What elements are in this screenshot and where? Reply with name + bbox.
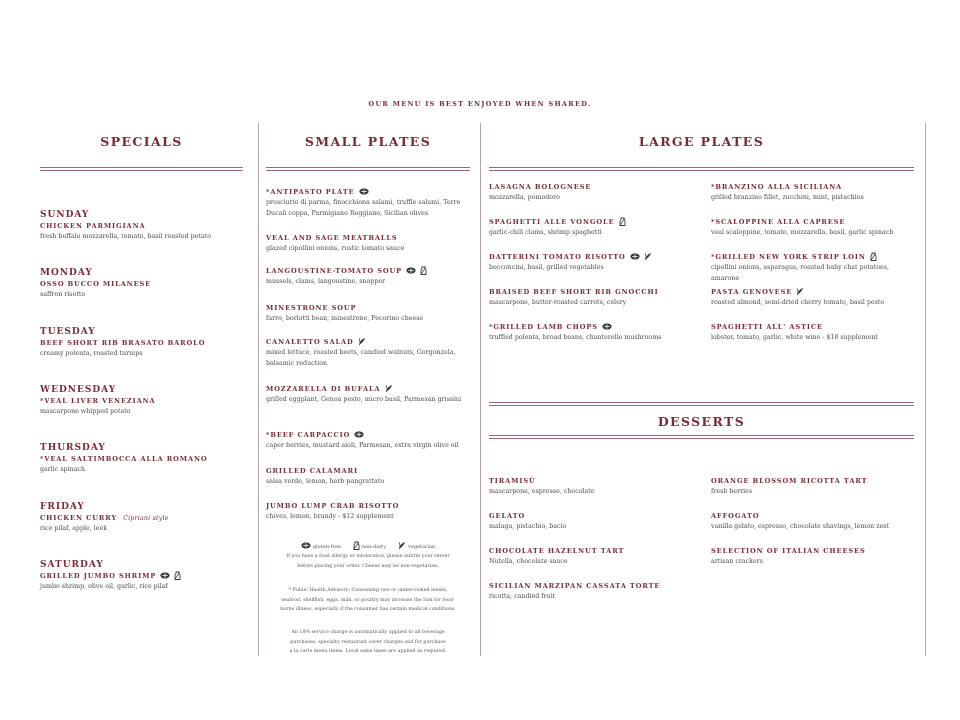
dish-name: [40, 396, 243, 407]
menu-item: [711, 546, 914, 568]
dish-name: [711, 476, 914, 487]
dish-name: [266, 266, 470, 277]
day-label: SATURDAY: [40, 560, 104, 570]
menu-item: [266, 384, 470, 406]
dish-name: [489, 182, 704, 193]
menu-item: [711, 217, 914, 239]
dish-name: [40, 454, 243, 465]
dish-description: caper berries, mustard aioli, Parmesan, extra virgin olive oil: [266, 442, 459, 449]
dish-name-text: LANGOUSTINE-TOMATO SOUP: [266, 267, 403, 275]
small-plates-section: [266, 124, 470, 655]
heading-rule: [489, 435, 914, 439]
dish-name: [266, 337, 470, 348]
gluten-free-icon: [354, 431, 364, 438]
dish-name: [489, 217, 704, 228]
menu-item: [711, 252, 914, 284]
service-note-line: a la carte menu items. Local sales taxes are applied as required.: [289, 649, 447, 655]
column-divider: [925, 123, 926, 656]
vegetarian-icon: [358, 337, 366, 346]
dish-name: [711, 217, 914, 228]
dish-name-text: GRILLED JUMBO SHRIMP: [40, 572, 157, 580]
vegetarian-icon: [644, 252, 652, 261]
dish-name: [40, 338, 243, 349]
dish-description: salsa verde, lemon, herb pangrattato: [266, 478, 385, 485]
menu-item: [711, 511, 914, 533]
menu-item: [489, 581, 704, 603]
menu-item: [266, 266, 470, 288]
dish-description: mussels, clams, langoustine, snapper: [266, 278, 386, 285]
dish-name: [711, 252, 914, 263]
dish-name-text: *VEAL LIVER VENEZIANA: [40, 397, 156, 405]
dish-description: Nutella, chocolate sauce: [489, 558, 568, 565]
menu-item: [489, 217, 704, 239]
dish-description: mascarpone, butter-roasted carrots, celery: [489, 299, 627, 306]
dish-description: fresh buffalo mozzarella, tomato, basil roasted potato: [40, 233, 212, 240]
day-label: THURSDAY: [40, 443, 106, 453]
dish-name-text: GELATO: [489, 512, 526, 520]
dish-name: [40, 221, 243, 232]
dish-name: [711, 322, 914, 333]
menu-item: [489, 287, 704, 309]
dish-description: garlic-chili clams, shrimp spaghetti: [489, 229, 602, 236]
dish-description: chives, lemon, brandy - $12 supplement: [266, 513, 394, 520]
dish-description: artisan crackers: [711, 558, 763, 565]
menu-item: [40, 326, 243, 360]
dish-name-text: BRAISED BEEF SHORT RIB GNOCCHI: [489, 288, 659, 296]
dish-description: prosciutto di parma, finocchiona salami, truffle salami, Terre Ducali coppa, Parmigiano Reggiano, Sicilian olives: [266, 199, 461, 217]
dish-description: glazed cipollini onions, rustic tomato sauce: [266, 245, 405, 252]
heading-rule: [266, 167, 470, 171]
health-advisory: [274, 586, 462, 615]
dish-name-text: *BEEF CARPACCIO: [266, 431, 351, 439]
menu-item: [489, 182, 704, 204]
dish-description: mascarpone, espresso, chocolate: [489, 488, 595, 495]
large-plates-section: [489, 124, 914, 600]
dish-description: mascarpone whipped potato: [40, 408, 131, 415]
dish-name: [40, 513, 243, 524]
dish-name: [711, 511, 914, 522]
menu-item: [711, 476, 914, 498]
service-charge-note: [274, 628, 462, 657]
service-note-line: An 18% service charge is automatically applied to all beverage: [291, 630, 445, 635]
non-dairy-icon: [870, 252, 877, 261]
menu-item: [711, 182, 914, 204]
dish-name-text: SPAGHETTI ALLE VONGOLE: [489, 218, 615, 226]
dish-name: [266, 187, 470, 198]
desserts-heading: DESSERTS: [657, 414, 746, 429]
gluten-free-icon: [630, 253, 640, 260]
non-dairy-icon: [619, 217, 626, 226]
menu-item: [266, 233, 470, 255]
dish-name-text: LASAGNA BOLOGNESE: [489, 183, 592, 191]
large-plates-heading: LARGE PLATES: [638, 134, 765, 149]
dish-name-text: VEAL AND SAGE MEATBALLS: [266, 234, 398, 242]
legend-label: non-dairy: [361, 544, 387, 550]
dish-description: lobster, tomato, garlic, white wine - $18 supplement: [711, 334, 878, 341]
dish-description: saffron risotto: [40, 291, 86, 298]
allergy-note: [274, 552, 462, 571]
non-dairy-icon: [420, 266, 427, 275]
dish-name: [266, 501, 470, 512]
menu-item: [489, 252, 704, 274]
allergy-note-line: before placing your order. Cheese may be non-vegetarian.: [297, 563, 439, 569]
menu-item: [266, 430, 470, 452]
legend-item: [353, 542, 386, 551]
menu-item: [40, 442, 243, 476]
menu-item: [40, 559, 243, 593]
column-divider: [258, 123, 259, 656]
menu-item: [489, 476, 704, 498]
menu-item: [711, 287, 914, 309]
dish-name-text: *GRILLED LAMB CHOPS: [489, 323, 598, 331]
dish-name: [266, 303, 470, 314]
dish-description: roasted almond, semi-dried cherry tomato, basil pesto: [711, 299, 885, 306]
dish-note: Cipriani style: [123, 515, 169, 522]
dish-name: [711, 182, 914, 193]
dish-name-text: TIRAMISÙ: [489, 477, 536, 485]
menu-item: [489, 322, 704, 344]
dish-description: grilled branzino fillet, zucchini, mint, pistachios: [711, 194, 864, 201]
dish-name: [40, 279, 243, 290]
dish-name: [489, 322, 704, 333]
gluten-free-icon: [301, 542, 311, 549]
dish-name: [711, 546, 914, 557]
dish-name-text: OSSO BUCCO MILANESE: [40, 280, 152, 288]
menu-item: [266, 187, 470, 219]
menu-item: [40, 209, 243, 243]
dish-name-text: *SCALOPPINE ALLA CAPRESE: [711, 218, 846, 226]
advisory-line: borne illness, especially if the consumer has certain medical conditions.: [280, 607, 456, 613]
legend-label: vegetarian: [408, 544, 436, 550]
small-plates-heading: SMALL PLATES: [304, 134, 432, 149]
dish-name-text: CHICKEN PARMIGIANA: [40, 222, 146, 230]
day-label: WEDNESDAY: [40, 385, 117, 395]
menu-item: [266, 337, 470, 369]
dish-name-text: ORANGE BLOSSOM RICOTTA TART: [711, 477, 868, 485]
dish-name-text: GRILLED CALAMARI: [266, 467, 359, 475]
menu-item: [40, 267, 243, 301]
dish-description: veal scaloppine, tomato, mozzarella, basil, garlic spinach: [711, 229, 894, 236]
dish-description: fresh berries: [711, 488, 753, 495]
dish-name-text: CHICKEN CURRY: [40, 514, 118, 522]
day-label: SUNDAY: [40, 210, 90, 220]
dish-name-text: CANALETTO SALAD: [266, 338, 354, 346]
heading-rule: [40, 167, 243, 171]
menu-item: [266, 303, 470, 325]
dish-name: [266, 233, 470, 244]
dish-description: vanilla gelato, espresso, chocolate shavings, lemon zest: [711, 523, 890, 530]
non-dairy-icon: [174, 571, 181, 580]
dish-name-text: DATTERINI TOMATO RISOTTO: [489, 253, 626, 261]
menu-item: [40, 501, 243, 535]
dish-description: creamy polenta, roasted turnips: [40, 350, 143, 357]
dish-name-text: PASTA GENOVESE: [711, 288, 793, 296]
dish-description: malaga, pistachio, bacio: [489, 523, 567, 530]
advisory-line: seafood, shellfish, eggs, milk, or poultry may increase the risk for food-: [281, 597, 455, 603]
dish-name: [489, 581, 704, 592]
column-divider: [480, 123, 481, 656]
dish-name-text: SELECTION OF ITALIAN CHEESES: [711, 547, 866, 555]
dish-name-text: SPAGHETTI ALL' ASTICE: [711, 323, 823, 331]
gluten-free-icon: [359, 188, 369, 195]
dish-name-text: *BRANZINO ALLA SICILIANA: [711, 183, 843, 191]
dish-name: [489, 287, 704, 298]
dish-description: garlic spinach: [40, 466, 86, 473]
menu-tagline: OUR MENU IS BEST ENJOYED WHEN SHARED.: [368, 100, 592, 108]
day-label: FRIDAY: [40, 502, 85, 512]
dish-name: [711, 287, 914, 298]
dish-name: [266, 466, 470, 477]
dish-description: ricotta, candied fruit: [489, 593, 556, 600]
dish-name-text: *VEAL SALTIMBOCCA ALLA ROMANO: [40, 455, 208, 463]
legend-item: [301, 543, 341, 550]
dish-description: grilled eggplant, Genoa pesto, micro basil, Parmesan grissini: [266, 396, 462, 403]
specials-heading: SPECIALS: [100, 134, 183, 149]
dish-name-text: AFFOGATO: [711, 512, 760, 520]
dish-name: [266, 384, 470, 395]
dish-description: bocconcini, basil, grilled vegetables: [489, 264, 604, 271]
dish-description: jumbo shrimp, olive oil, garlic, rice pilaf: [40, 583, 168, 590]
allergy-note-line: If you have a food allergy or intolerance, please inform your server: [286, 554, 450, 559]
dish-name: [489, 546, 704, 557]
menu-item: [266, 501, 470, 523]
dish-description: rice pilaf, apple, leek: [40, 525, 108, 532]
dish-description: mixed lettuce, roasted beets, candied walnuts, Gorgonzola, balsamic reduction: [266, 349, 456, 367]
heading-rule: [489, 167, 914, 171]
specials-section: [40, 124, 243, 590]
legend-item: [398, 542, 435, 551]
dish-name: [40, 571, 243, 582]
dish-name-text: JUMBO LUMP CRAB RISOTTO: [266, 502, 400, 510]
vegetarian-icon: [398, 541, 406, 550]
menu-item: [489, 546, 704, 568]
dish-description: truffled polenta, broad beans, chanterelle mushrooms: [489, 334, 662, 341]
advisory-line: * Public Health Advisory: Consuming raw or undercooked meats,: [288, 588, 448, 593]
day-label: MONDAY: [40, 268, 93, 278]
non-dairy-icon: [353, 541, 360, 550]
dish-name-text: SICILIAN MARZIPAN CASSATA TORTE: [489, 582, 661, 590]
dish-name-text: MOZZARELLA DI BUFALA: [266, 385, 381, 393]
menu-item: [40, 384, 243, 418]
dish-name: [266, 430, 470, 441]
day-label: TUESDAY: [40, 327, 96, 337]
gluten-free-icon: [602, 323, 612, 330]
legend-label: gluten-free: [312, 544, 341, 550]
dish-name-text: MINESTRONE SOUP: [266, 304, 357, 312]
dish-name-text: *GRILLED NEW YORK STRIP LOIN: [711, 253, 866, 261]
dish-name: [489, 511, 704, 522]
dish-description: farro, borlotti bean, minestrone, Pecorino cheese: [266, 315, 424, 322]
dish-name-text: CHOCOLATE HAZELNUT TART: [489, 547, 625, 555]
dish-description: cipollini onions, asparagus, roasted baby chat potatoes, amarone: [711, 264, 889, 282]
dish-name: [489, 252, 704, 263]
dish-name-text: *ANTIPASTO PLATE: [266, 188, 355, 196]
dish-name: [489, 476, 704, 487]
service-note-line: purchases, specialty restaurant cover charges and for purchase: [290, 639, 446, 645]
gluten-free-icon: [406, 267, 416, 274]
dietary-legend: [266, 542, 470, 551]
menu-item: [489, 511, 704, 533]
vegetarian-icon: [385, 384, 393, 393]
dish-description: mozzarella, pomodoro: [489, 194, 560, 201]
vegetarian-icon: [796, 287, 804, 296]
menu-item: [266, 466, 470, 488]
dish-name-text: BEEF SHORT RIB BRASATO BAROLO: [40, 339, 206, 347]
gluten-free-icon: [160, 572, 170, 579]
menu-item: [711, 322, 914, 344]
